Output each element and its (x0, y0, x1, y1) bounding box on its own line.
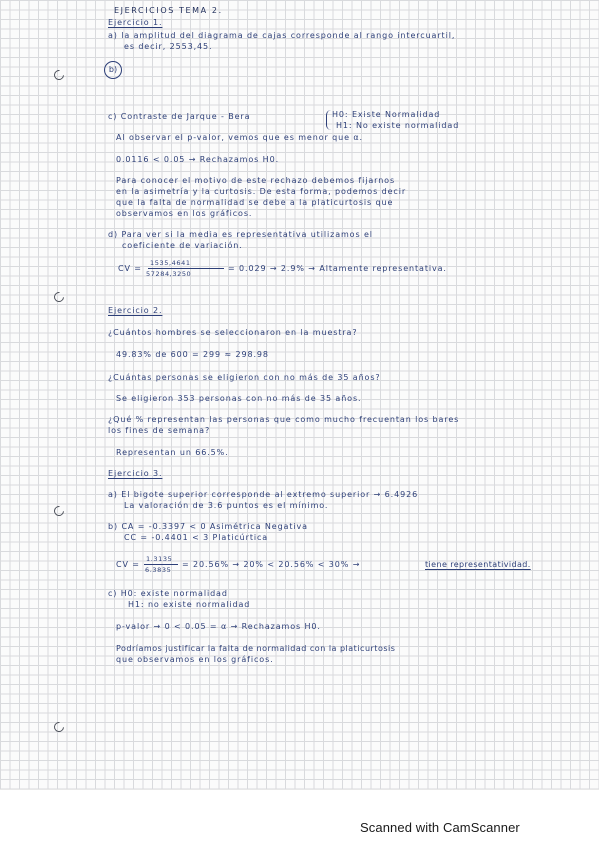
ej3-cv-conclusion: tiene representatividad. (425, 560, 531, 569)
ej2-answer-2: Se eligieron 353 personas con no más de 35 años. (116, 394, 362, 403)
ej2-answer-1: 49.83% de 600 = 299 ≈ 298.98 (116, 350, 269, 359)
ej1-d-cv-label: CV = (118, 264, 142, 273)
ej3-c-pvalue: p-valor → 0 < 0.05 = α → Rechazamos H0. (116, 622, 321, 631)
ej1-c-para-3: que la falta de normalidad se debe a la platicurtosis que (116, 198, 394, 207)
ej1-c-para-1: Para conocer el motivo de este rechazo debemos fijarnos (116, 176, 396, 185)
ej3-c-h1: H1: no existe normalidad (128, 600, 251, 609)
exercise-1-heading: Ejercicio 1. (108, 18, 163, 27)
ej1-c-para-4: observamos en los gráficos. (116, 209, 253, 218)
ej1-d-denominator: 57284,3250 (146, 270, 192, 278)
ej1-a-line1: a) la amplitud del diagrama de cajas corresponde al rango intercuartil, (108, 31, 456, 40)
ej3-b-line2: CC = -0.4401 < 3 Platicúrtica (124, 533, 269, 542)
ej3-a-line2: La valoración de 3.6 puntos es el mínimo. (124, 501, 329, 510)
ej3-b-line1: b) CA = -0.3397 < 0 Asimétrica Negativa (108, 522, 308, 531)
exercise-2-heading: Ejercicio 2. (108, 306, 163, 315)
ej2-question-3a: ¿Qué % representan las personas que como mucho frecuentan los bares (108, 415, 460, 424)
ej3-a-line1: a) El bigote superior corresponde al extremo superior → 6.4926 (108, 490, 419, 499)
ej2-answer-3: Representan un 66.5%. (116, 448, 229, 457)
ej1-b-label: b) (104, 61, 122, 79)
ej2-question-2: ¿Cuántas personas se eligieron con no más de 35 años? (108, 373, 381, 382)
binder-ring-icon (52, 68, 66, 82)
ej3-c-justify-1: Podríamos justificar la falta de normalidad con la platicurtosis (116, 644, 396, 653)
ej1-c-comparison: 0.0116 < 0.05 → Rechazamos H0. (116, 155, 280, 164)
camscanner-watermark: Scanned with CamScanner (360, 820, 520, 835)
ej3-cv-label: CV = (116, 560, 140, 569)
page-title: EJERCICIOS TEMA 2. (114, 6, 223, 15)
ej3-c-justify-2: que observamos en los gráficos. (116, 655, 274, 664)
ej2-question-1: ¿Cuántos hombres se seleccionaron en la muestra? (108, 328, 358, 337)
ej3-cv-numerator: 1.3135 (146, 555, 173, 563)
ej1-d-line1: d) Para ver si la media es representativa utilizamos el (108, 230, 373, 239)
binder-ring-icon (52, 720, 66, 734)
exercise-3-heading: Ejercicio 3. (108, 469, 163, 478)
ej1-c-observation: Al observar el p-valor, vemos que es menor que α. (116, 133, 363, 142)
binder-ring-icon (52, 290, 66, 304)
fraction-bar (144, 564, 178, 565)
ej1-c-h1: H1: No existe normalidad (336, 121, 460, 130)
ej1-d-line2: coeficiente de variación. (122, 241, 243, 250)
ej3-cv-result: = 20.56% → 20% < 20.56% < 30% → (182, 560, 361, 569)
ej1-d-result: = 0.029 → 2.9% → Altamente representativa. (228, 264, 447, 273)
ej1-d-numerator: 1535,4641 (150, 259, 191, 267)
ej3-cv-denominator: 6.3835 (145, 566, 172, 574)
ej1-a-line2: es decir, 2553,45. (124, 42, 213, 51)
ej1-c-h0: H0: Existe Normalidad (332, 110, 441, 119)
ej1-c-para-2: en la asimetría y la curtosis. De esta forma, podemos decir (116, 187, 407, 196)
binder-ring-icon (52, 504, 66, 518)
fraction-bar (148, 268, 224, 269)
ej1-c-label: c) Contraste de Jarque - Bera (108, 112, 251, 121)
ej3-c-h0: c) H0: existe normalidad (108, 589, 228, 598)
ej2-question-3b: los fines de semana? (108, 426, 211, 435)
